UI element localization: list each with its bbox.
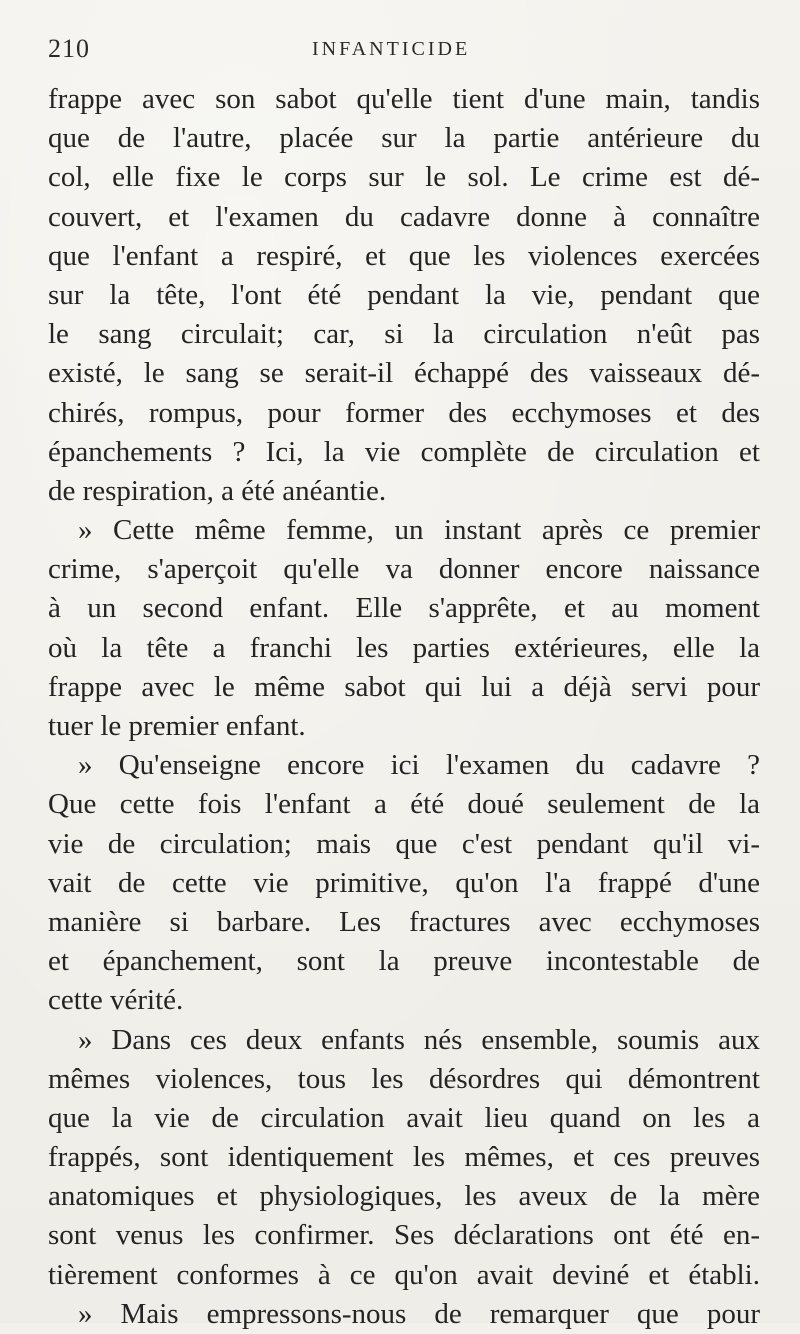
text-line: épanchements ? Ici, la vie complète de circulation et xyxy=(48,435,760,468)
text-line: frappe avec le même sabot qui lui a déjà servi pour xyxy=(48,670,760,703)
text-line: de respiration, a été anéantie. xyxy=(48,474,387,507)
text-line: et épanchement, sont la preuve incontestable de xyxy=(48,945,760,978)
text-line: couvert, et l'examen du cadavre donne à connaître xyxy=(48,200,760,233)
text-line: existé, le sang se serait-il échappé des vaisseaux dé- xyxy=(48,357,760,390)
text-line: tièrement conformes à ce qu'on avait deviné et établi. xyxy=(48,1258,760,1291)
text-line: col, elle fixe le corps sur le sol. Le crime est dé- xyxy=(48,161,760,194)
text-line: » Cette même femme, un instant après ce premier xyxy=(78,514,760,547)
text-line: sur la tête, l'ont été pendant la vie, pendant que xyxy=(48,278,760,311)
text-line: vie de circulation; mais que c'est pendant qu'il vi- xyxy=(48,827,760,860)
text-line: le sang circulait; car, si la circulation n'eût pas xyxy=(48,318,760,351)
text-line: mêmes violences, tous les désordres qui démontrent xyxy=(48,1062,760,1095)
text-line: » Qu'enseigne encore ici l'examen du cadavre ? xyxy=(78,749,760,782)
text-line: » Mais empressons-nous de remarquer que pour xyxy=(78,1297,760,1330)
text-line: crime, s'aperçoit qu'elle va donner encore naissance xyxy=(48,553,760,586)
text-line: » Dans ces deux enfants nés ensemble, soumis aux xyxy=(78,1023,760,1056)
text-line: que l'enfant a respiré, et que les violences exercées xyxy=(48,239,760,272)
text-line: que de l'autre, placée sur la partie antérieure du xyxy=(48,122,760,155)
text-line: frappés, sont identiquement les mêmes, et ces preuves xyxy=(48,1141,760,1174)
text-line: où la tête a franchi les parties extérieures, elle la xyxy=(48,631,760,664)
text-line: à un second enfant. Elle s'apprête, et au moment xyxy=(48,592,760,625)
text-line: que la vie de circulation avait lieu quand on les a xyxy=(48,1101,760,1134)
page-header xyxy=(48,30,748,70)
text-line: anatomiques et physiologiques, les aveux de la mère xyxy=(48,1180,760,1213)
text-line: manière si barbare. Les fractures avec ecchymoses xyxy=(48,905,760,938)
text-line: frappe avec son sabot qu'elle tient d'une main, tandis xyxy=(48,83,760,115)
text-line: cette vérité. xyxy=(48,984,184,1017)
text-line: chirés, rompus, pour former des ecchymoses et des xyxy=(48,396,760,429)
text-line: tuer le premier enfant. xyxy=(48,710,306,742)
text-line: vait de cette vie primitive, qu'on l'a frappé d'une xyxy=(48,866,760,899)
page-number: 210 xyxy=(48,34,90,63)
text-line: sont venus les confirmer. Ses déclarations ont été en- xyxy=(48,1219,760,1252)
text-line: Que cette fois l'enfant a été doué seulement de la xyxy=(48,788,760,821)
running-head: INFANTICIDE xyxy=(312,38,471,60)
body-text xyxy=(48,80,760,1334)
